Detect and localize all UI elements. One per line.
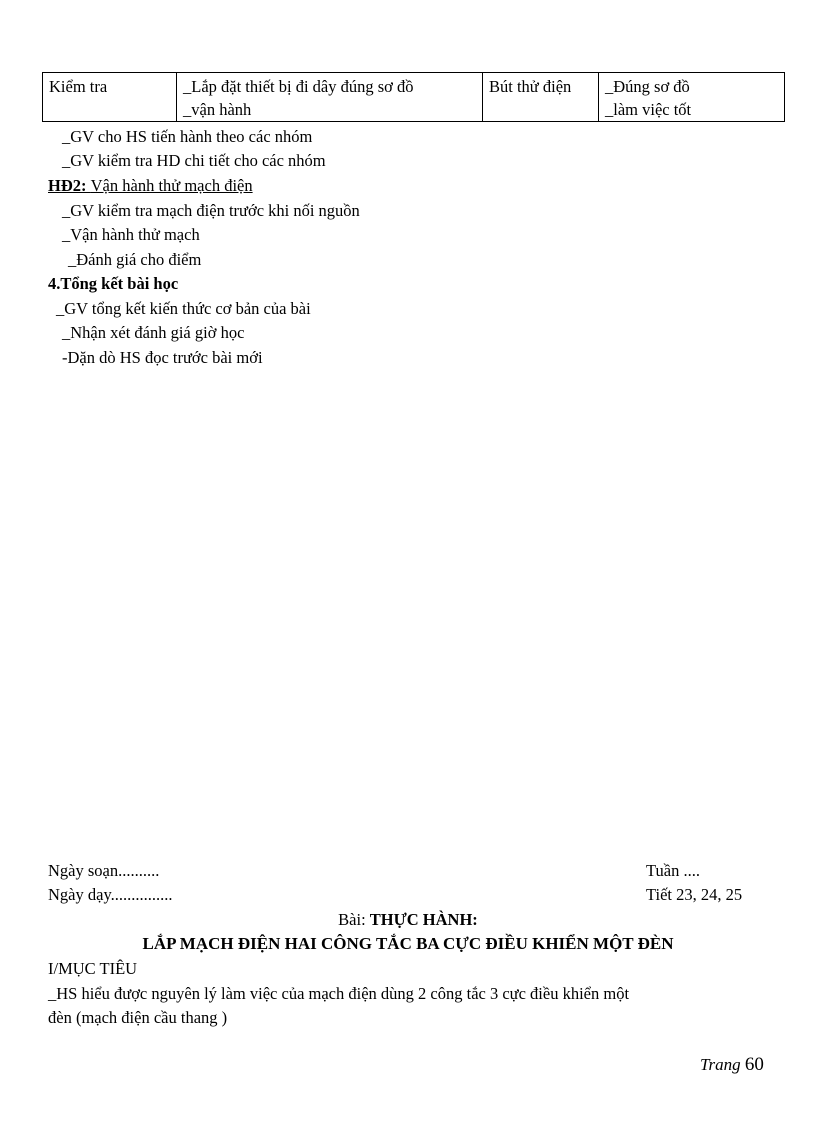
cell-text: _vận hành [183,100,252,119]
table-cell-tools [483,73,599,122]
cell-text: _Đúng sơ đồ [605,77,690,96]
table-cell-content [177,73,483,122]
section-heading-4: 4.Tổng kết bài học [48,274,179,293]
trang-label: Trang [700,1055,741,1074]
table-cell-step [43,73,177,122]
section-heading-hd2 [48,176,253,196]
bai-prefix: Bài: [338,910,370,929]
body-line: _GV tổng kết kiến thức cơ bản của bài [56,299,311,318]
hd2-title: Vận hành thử mạch điện [90,176,253,195]
table-row [43,73,785,122]
page-number: 60 [744,1054,764,1075]
body-line: _Đánh giá cho điểm [68,250,202,269]
tuan: Tuần .... [646,861,700,880]
lesson-title [0,910,816,930]
body-line: _GV kiểm tra HD chi tiết cho các nhóm [62,151,326,170]
objective-line: đèn (mạch điện cầu thang ) [48,1008,228,1027]
ngay-day: Ngày dạy............... [48,885,173,904]
page-footer [700,1055,764,1075]
objective-line: _HS hiểu được nguyên lý làm việc của mạch điện dùng 2 công tắc 3 cực điều khiển một [48,984,630,1003]
body-line: _Vận hành thử mạch [62,225,200,244]
tiet: Tiết 23, 24, 25 [646,885,743,904]
cell-text: _làm việc tốt [605,100,692,119]
cell-text: Kiểm tra [49,77,108,96]
cell-text: Bút thử điện [489,77,572,96]
body-line: _Nhận xét đánh giá giờ học [62,323,245,342]
body-line: _GV cho HS tiến hành theo các nhóm [62,127,313,146]
main-title: LẮP MẠCH ĐIỆN HAI CÔNG TẮC BA CỰC ĐIỀU KHIỂN MỘT ĐÈN [142,934,674,953]
hd2-prefix: HĐ2: [48,176,91,195]
ngay-soan: Ngày soạn.......... [48,861,160,880]
body-line: _GV kiểm tra mạch điện trước khi nối nguồn [62,201,360,220]
cell-text: _Lắp đặt thiết bị đi dây đúng sơ đồ [183,77,414,96]
muc-tieu-heading: I/MỤC TIÊU [48,959,138,978]
bai-title: THỰC HÀNH: [369,910,478,929]
body-line: -Dặn dò HS đọc trước bài mới [62,348,263,367]
table-cell-result [599,73,785,122]
activity-table [42,72,785,122]
